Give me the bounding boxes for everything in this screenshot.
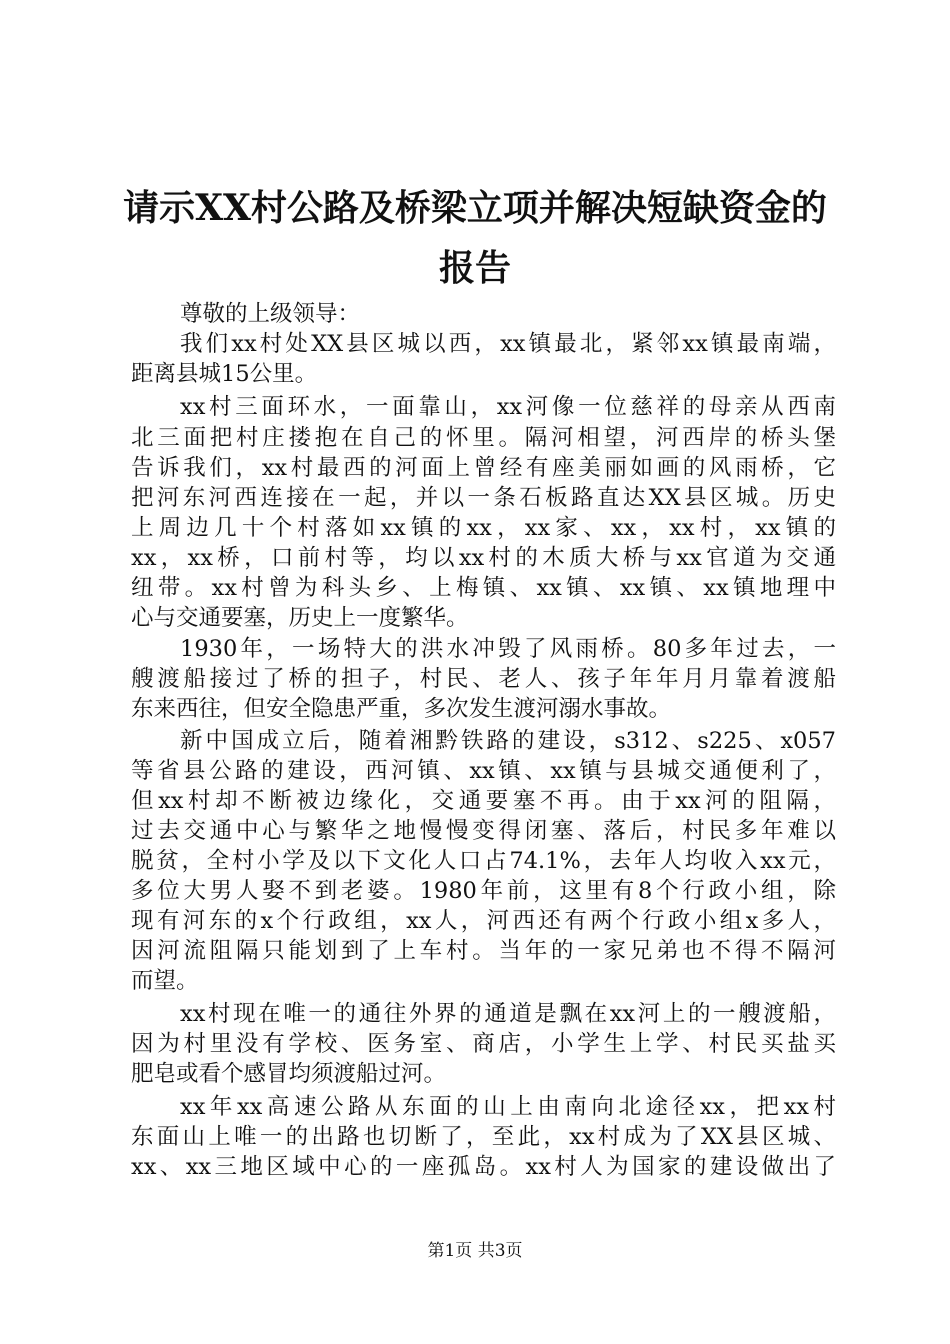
body-line: 把河东河西连接在一起，并以一条石板路直达XX县区城。历史 — [131, 485, 836, 511]
document-title-line-1: 请示XX村公路及桥梁立项并解决短缺资金的 — [123, 187, 827, 229]
body-line: 脱贫，全村小学及以下文化人口占74.1%，去年人均收入xx元， — [131, 848, 836, 874]
body-line: 上周边几十个村落如xx镇的xx，xx家、xx，xx村，xx镇的 — [131, 515, 836, 541]
body-line: 距离县城15公里。 — [131, 361, 318, 387]
body-line: 北三面把村庄搂抱在自己的怀里。隔河相望，河西岸的桥头堡 — [131, 425, 836, 451]
body-line: 因为村里没有学校、医务室、商店，小学生上学、村民买盐买 — [131, 1031, 836, 1057]
body-line: 东来西往，但安全隐患严重，多次发生渡河溺水事故。 — [131, 696, 672, 722]
body-line: 肥皂或看个感冒均须渡船过河。 — [131, 1061, 447, 1087]
body-line: 东面山上唯一的出路也切断了，至此，xx村成为了XX县区城、 — [131, 1124, 836, 1150]
body-line: 艘渡船接过了桥的担子，村民、老人、孩子年年月月靠着渡船 — [131, 666, 836, 692]
body-line: 告诉我们，xx村最西的河面上曾经有座美丽如画的风雨桥，它 — [131, 455, 836, 481]
page-footer: 第1页 共3页 — [427, 1241, 523, 1261]
body-line: 1930年，一场特大的洪水冲毁了风雨桥。80多年过去，一 — [180, 636, 836, 662]
body-line: 现有河东的x个行政组，xx人，河西还有两个行政小组x多人， — [131, 908, 836, 934]
body-line: xx村现在唯一的通往外界的通道是飘在xx河上的一艘渡船， — [180, 1001, 836, 1027]
document-title-line-2: 报告 — [438, 247, 511, 289]
body-line: 但xx村却不断被边缘化，交通要塞不再。由于xx河的阻隔， — [131, 788, 836, 814]
body-line: xx、xx三地区域中心的一座孤岛。xx村人为国家的建设做出了 — [131, 1154, 836, 1180]
body-line: 多位大男人娶不到老婆。1980年前，这里有8个行政小组，除 — [131, 878, 836, 904]
body-line: 因河流阻隔只能划到了上车村。当年的一家兄弟也不得不隔河 — [131, 938, 836, 964]
body-line: 新中国成立后，随着湘黔铁路的建设，s312、s225、x057 — [180, 728, 836, 754]
body-line: 过去交通中心与繁华之地慢慢变得闭塞、落后，村民多年难以 — [131, 818, 836, 844]
salutation: 尊敬的上级领导： — [180, 301, 361, 327]
body-line: 等省县公路的建设，西河镇、xx镇、xx镇与县城交通便利了， — [131, 758, 836, 784]
body-line: 而望。 — [131, 968, 199, 994]
body-line: xx村三面环水，一面靠山，xx河像一位慈祥的母亲从西南 — [180, 394, 836, 420]
body-line: xx，xx桥，口前村等，均以xx村的木质大桥与xx官道为交通 — [131, 545, 836, 571]
body-line: 心与交通要塞，历史上一度繁华。 — [131, 605, 469, 631]
body-line: xx年xx高速公路从东面的山上由南向北途径xx，把xx村 — [180, 1094, 836, 1120]
body-line: 纽带。xx村曾为科头乡、上梅镇、xx镇、xx镇、xx镇地理中 — [131, 575, 836, 601]
body-line: 我们xx村处XX县区城以西，xx镇最北，紧邻xx镇最南端， — [180, 331, 836, 357]
